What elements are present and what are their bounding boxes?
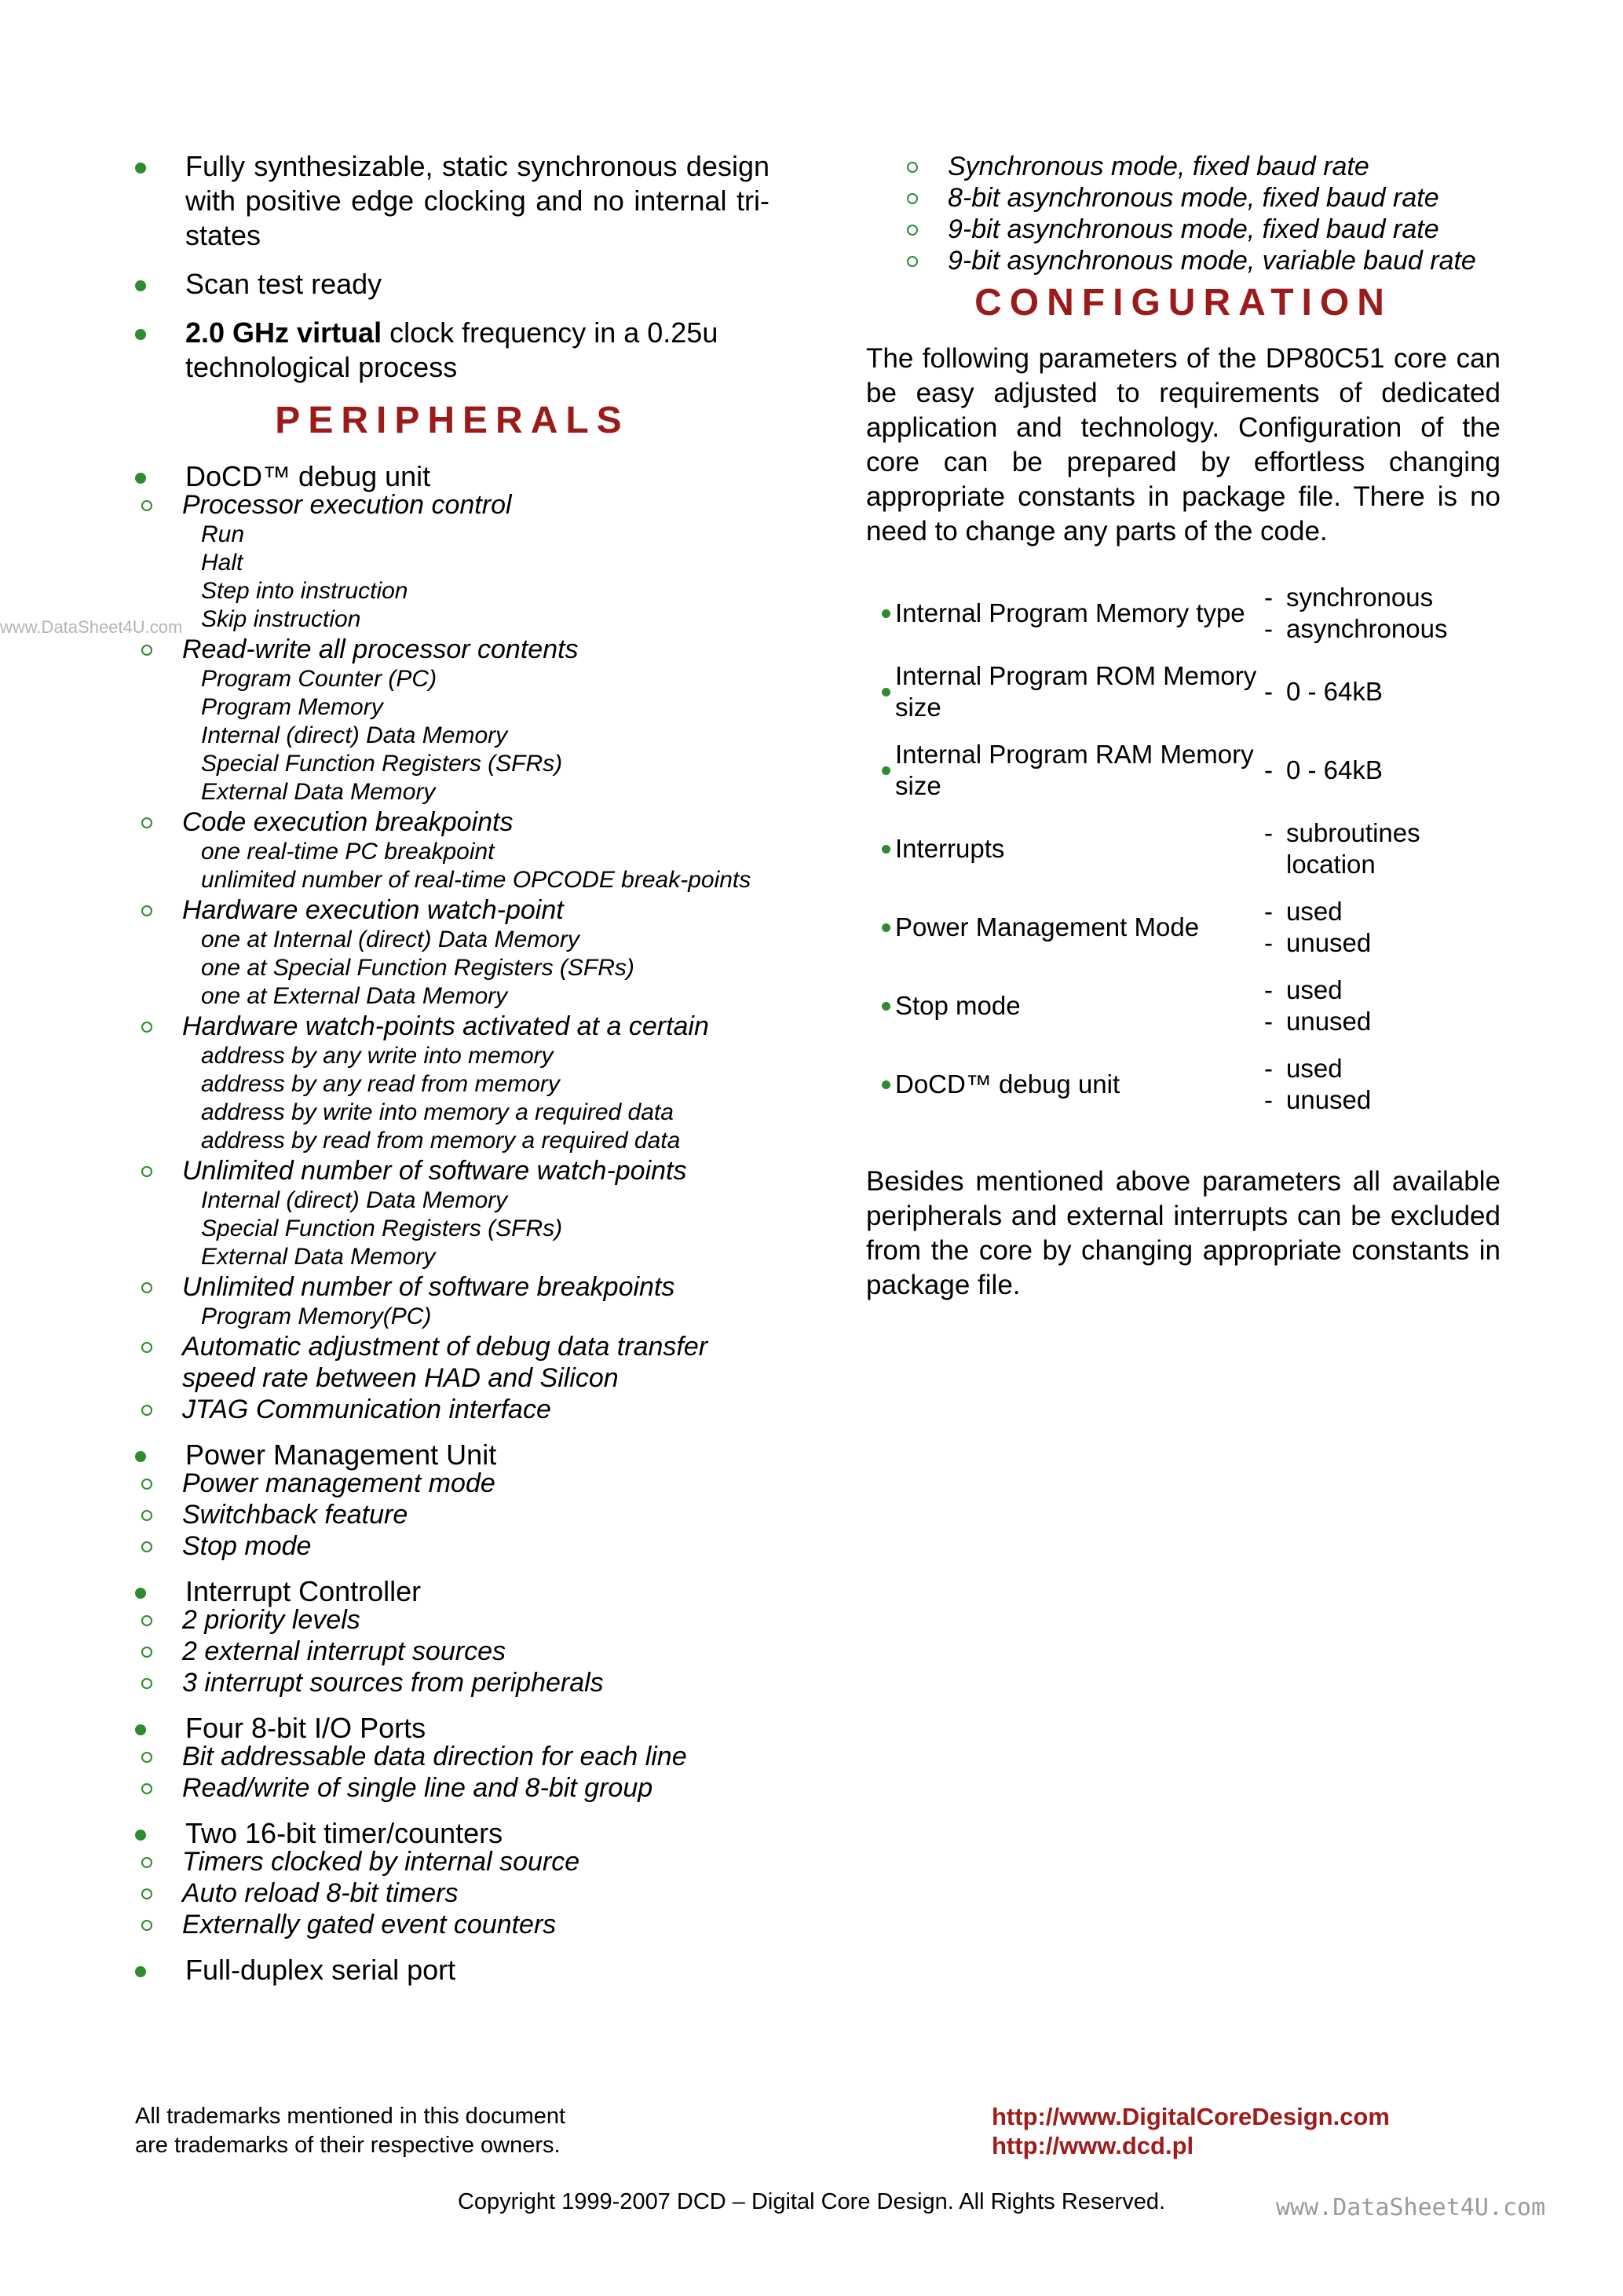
peripheral-groups — [135, 1438, 769, 1987]
circle-bullet-icon — [907, 193, 918, 204]
config-bullet — [866, 810, 890, 888]
bullet-icon — [135, 280, 146, 291]
docd-detail: Special Function Registers (SFRs) — [201, 1216, 563, 1241]
link-digitalcoredesign[interactable]: http://www.DigitalCoreDesign.com — [992, 2103, 1390, 2130]
docd-subitem: Hardware watch-points activated at a certain — [143, 1011, 769, 1042]
footer-links — [992, 2102, 1390, 2160]
docd-subitem: Unlimited number of software breakpoints — [143, 1271, 769, 1303]
serial-mode-label: 9-bit asynchronous mode, fixed baud rate — [948, 214, 1439, 244]
peripheral-subitem — [143, 1499, 769, 1530]
serial-mode-item — [908, 245, 1501, 276]
config-row — [866, 888, 1501, 967]
config-bullet — [866, 967, 890, 1045]
config-name: Internal Program ROM Memory size — [895, 661, 1257, 722]
circle-bullet-icon — [141, 1022, 152, 1033]
feature-synthesizable: Fully synthesizable, static synchronous design with positive edge clocking and no internal tri-states — [135, 149, 769, 253]
bullet-icon — [882, 1080, 890, 1089]
bullet-icon — [882, 688, 890, 696]
circle-bullet-icon — [141, 1647, 152, 1658]
docd-detail: Halt — [201, 550, 243, 576]
docd-detail: address by any read from memory — [201, 1071, 560, 1097]
docd-detail: address by write into memory a required data — [201, 1099, 674, 1125]
config-name: Internal Program RAM Memory size — [895, 740, 1254, 800]
circle-bullet-icon — [907, 256, 918, 267]
config-bullet — [866, 653, 890, 731]
docd-detail: External Data Memory — [201, 1244, 436, 1270]
config-option: - unused — [1264, 1084, 1501, 1116]
config-row — [866, 810, 1501, 888]
bullet-icon — [135, 1588, 146, 1599]
docd-subitem: Unlimited number of software watch-points — [143, 1155, 769, 1186]
docd-detail: Skip instruction — [201, 606, 361, 632]
serial-mode-item — [908, 151, 1501, 182]
copyright: Copyright 1999-2007 DCD – Digital Core Design. All Rights Reserved. — [457, 2189, 1166, 2214]
docd-detail: one at Internal (direct) Data Memory — [201, 927, 579, 952]
docd-item: DoCD™ debug unit — [135, 459, 769, 494]
clock-bold: 2.0 GHz virtual — [185, 316, 382, 349]
docd-subitem: JTAG Communication interface — [143, 1394, 769, 1425]
configuration-table — [866, 574, 1501, 1124]
config-name: Power Management Mode — [895, 912, 1200, 941]
circle-bullet-icon — [141, 1282, 152, 1293]
peripheral-subitem — [143, 1772, 769, 1804]
docd-detail: Internal (direct) Data Memory — [201, 722, 508, 748]
docd-detail: one at Special Function Registers (SFRs) — [201, 955, 634, 981]
peripheral-subitem — [143, 1846, 769, 1877]
config-options — [1264, 967, 1501, 1045]
peripheral-subitem-label: 2 priority levels — [182, 1605, 360, 1635]
docd-detail: address by read from memory a required data — [201, 1128, 681, 1153]
config-options — [1264, 653, 1501, 731]
config-option: - used — [1264, 1053, 1501, 1084]
docd-detail: one real-time PC breakpoint — [201, 839, 495, 865]
peripheral-label: Interrupt Controller — [185, 1575, 422, 1607]
peripheral-label: Power Management Unit — [185, 1439, 497, 1471]
docd-detail: Step into instruction — [201, 578, 408, 604]
circle-bullet-icon — [141, 645, 152, 656]
bullet-icon — [135, 163, 146, 174]
bullet-icon — [882, 845, 890, 854]
config-option: - subroutines location — [1264, 817, 1501, 880]
config-name: Interrupts — [895, 834, 1005, 863]
config-bullet — [866, 574, 890, 653]
docd-detail: Program Memory — [201, 694, 383, 720]
config-row — [866, 967, 1501, 1045]
config-name: DoCD™ debug unit — [895, 1069, 1120, 1099]
peripheral-label: Full-duplex serial port — [185, 1954, 456, 1986]
peripheral-label: Four 8-bit I/O Ports — [185, 1712, 426, 1744]
config-option: - 0 - 64kB — [1264, 755, 1501, 786]
config-bullet — [866, 731, 890, 810]
config-name: Internal Program Memory type — [895, 598, 1245, 627]
bullet-icon — [135, 1724, 146, 1735]
docd-subitem: Read-write all processor contents — [143, 634, 769, 665]
bullet-icon — [882, 766, 890, 775]
docd-detail: Program Counter (PC) — [201, 666, 437, 692]
circle-bullet-icon — [141, 1510, 152, 1521]
circle-bullet-icon — [907, 162, 918, 173]
feature-clock — [135, 316, 769, 385]
peripheral-subitem-label: Stop mode — [182, 1531, 312, 1561]
peripheral-item — [135, 1953, 769, 1987]
circle-bullet-icon — [141, 500, 152, 511]
config-option: - used — [1264, 896, 1501, 927]
config-option: - synchronous — [1264, 582, 1501, 613]
bullet-icon — [135, 1451, 146, 1462]
peripheral-subitem-label: Auto reload 8-bit timers — [182, 1878, 459, 1908]
peripheral-subitem-label: 2 external interrupt sources — [182, 1636, 506, 1666]
peripheral-subitem — [143, 1909, 769, 1940]
bullet-icon — [882, 609, 890, 618]
config-option: - asynchronous — [1264, 613, 1501, 645]
config-options — [1264, 1045, 1501, 1124]
docd-detail: Special Function Registers (SFRs) — [201, 751, 563, 777]
circle-bullet-icon — [141, 1678, 152, 1689]
docd-subitem: Hardware execution watch-point — [143, 894, 769, 926]
serial-mode-item — [908, 182, 1501, 214]
docd-subitem: Automatic adjustment of debug data transfer speed rate between HAD and Silicon — [143, 1331, 769, 1394]
peripheral-sublist — [143, 1741, 769, 1804]
right-column — [866, 151, 1501, 1303]
config-options — [1264, 810, 1501, 888]
config-row — [866, 1045, 1501, 1124]
peripheral-subitem-label: Externally gated event counters — [182, 1910, 557, 1940]
circle-bullet-icon — [141, 1888, 152, 1899]
peripheral-subitem — [143, 1667, 769, 1698]
config-options — [1264, 888, 1501, 967]
watermark-left: www.DataSheet4U.com — [0, 617, 183, 637]
peripheral-subitem — [143, 1530, 769, 1562]
trademark-note: All trademarks mentioned in this document are trademarks of their respective owners. — [135, 2104, 566, 2158]
peripheral-subitem-label: Switchback feature — [182, 1500, 408, 1530]
peripheral-subitem-label: Power management mode — [182, 1468, 495, 1498]
circle-bullet-icon — [141, 1752, 152, 1763]
configuration-outro: Besides mentioned above parameters all available peripherals and external interrupts can be excluded from the core by changing appropriate constants in package file. — [866, 1166, 1501, 1300]
peripheral-subitem — [143, 1741, 769, 1772]
docd-sublist — [143, 489, 769, 1425]
docd-subitem: Code execution breakpoints — [143, 806, 769, 838]
peripheral-subitem — [143, 1877, 769, 1909]
peripheral-subitem-label: Read/write of single line and 8-bit group — [182, 1773, 653, 1803]
circle-bullet-icon — [141, 1615, 152, 1626]
bullet-icon — [135, 329, 146, 340]
circle-bullet-icon — [141, 1920, 152, 1931]
docd-detail: unlimited number of real-time OPCODE break-points — [201, 867, 751, 893]
bullet-icon — [135, 1966, 146, 1977]
peripheral-subitem — [143, 1468, 769, 1499]
peripheral-subitem-label: Bit addressable data direction for each line — [182, 1742, 687, 1771]
peripheral-subitem-label: Timers clocked by internal source — [182, 1847, 580, 1877]
serial-mode-label: Synchronous mode, fixed baud rate — [948, 152, 1369, 181]
circle-bullet-icon — [141, 1541, 152, 1552]
watermark-right: www.DataSheet4U.com — [1276, 2194, 1546, 2221]
circle-bullet-icon — [141, 1166, 152, 1177]
serial-mode-label: 9-bit asynchronous mode, variable baud rate — [948, 246, 1476, 276]
peripheral-label: Two 16-bit timer/counters — [185, 1817, 503, 1849]
docd-subitem: Processor execution control — [143, 489, 769, 521]
config-option: - unused — [1264, 927, 1501, 959]
peripheral-sublist — [143, 1846, 769, 1940]
serial-mode-item — [908, 214, 1501, 245]
docd-detail: External Data Memory — [201, 779, 436, 805]
peripheral-sublist — [143, 1468, 769, 1562]
serial-modes-list — [908, 151, 1501, 276]
circle-bullet-icon — [907, 225, 918, 236]
configuration-intro: The following parameters of the DP80C51 core can be easy adjusted to requirements of dedicated application and technology. Configuration of the core can be prepared by effortless changing appropriate constants in package file. There is no need to change any parts of the code. — [866, 343, 1501, 547]
config-row — [866, 653, 1501, 731]
left-column — [135, 149, 769, 1986]
config-option: - unused — [1264, 1006, 1501, 1037]
peripheral-sublist — [143, 1604, 769, 1698]
serial-mode-label: 8-bit asynchronous mode, fixed baud rate — [948, 183, 1439, 213]
config-bullet — [866, 888, 890, 967]
config-option: - 0 - 64kB — [1264, 676, 1501, 707]
docd-detail: one at External Data Memory — [201, 983, 508, 1009]
circle-bullet-icon — [141, 1783, 152, 1794]
bullet-icon — [135, 1830, 146, 1841]
config-row — [866, 731, 1501, 810]
config-options — [1264, 574, 1501, 653]
docd-detail: Program Memory(PC) — [201, 1303, 432, 1329]
docd-detail: Internal (direct) Data Memory — [201, 1187, 508, 1213]
config-name: Stop mode — [895, 991, 1021, 1020]
circle-bullet-icon — [141, 1405, 152, 1416]
circle-bullet-icon — [141, 1479, 152, 1490]
config-option: - used — [1264, 974, 1501, 1006]
docd-detail: Run — [201, 521, 245, 547]
config-row — [866, 574, 1501, 653]
peripheral-subitem — [143, 1636, 769, 1667]
config-options — [1264, 731, 1501, 810]
peripheral-subitem-label: 3 interrupt sources from peripherals — [182, 1668, 604, 1698]
peripheral-subitem — [143, 1604, 769, 1636]
bullet-icon — [135, 473, 146, 484]
config-bullet — [866, 1045, 890, 1124]
circle-bullet-icon — [141, 1342, 152, 1353]
clock-rest: clock frequency in a 0.25u technological process — [185, 316, 718, 383]
docd-detail: address by any write into memory — [201, 1043, 554, 1069]
peripherals-heading: PERIPHERALS — [275, 400, 630, 441]
circle-bullet-icon — [141, 1857, 152, 1868]
link-dcd[interactable]: http://www.dcd.pl — [992, 2132, 1194, 2159]
bullet-icon — [882, 923, 890, 932]
feature-scan-test: Scan test ready — [135, 267, 769, 302]
bullet-icon — [882, 1002, 890, 1011]
circle-bullet-icon — [141, 817, 152, 828]
configuration-heading: CONFIGURATION — [974, 282, 1392, 324]
circle-bullet-icon — [141, 905, 152, 916]
